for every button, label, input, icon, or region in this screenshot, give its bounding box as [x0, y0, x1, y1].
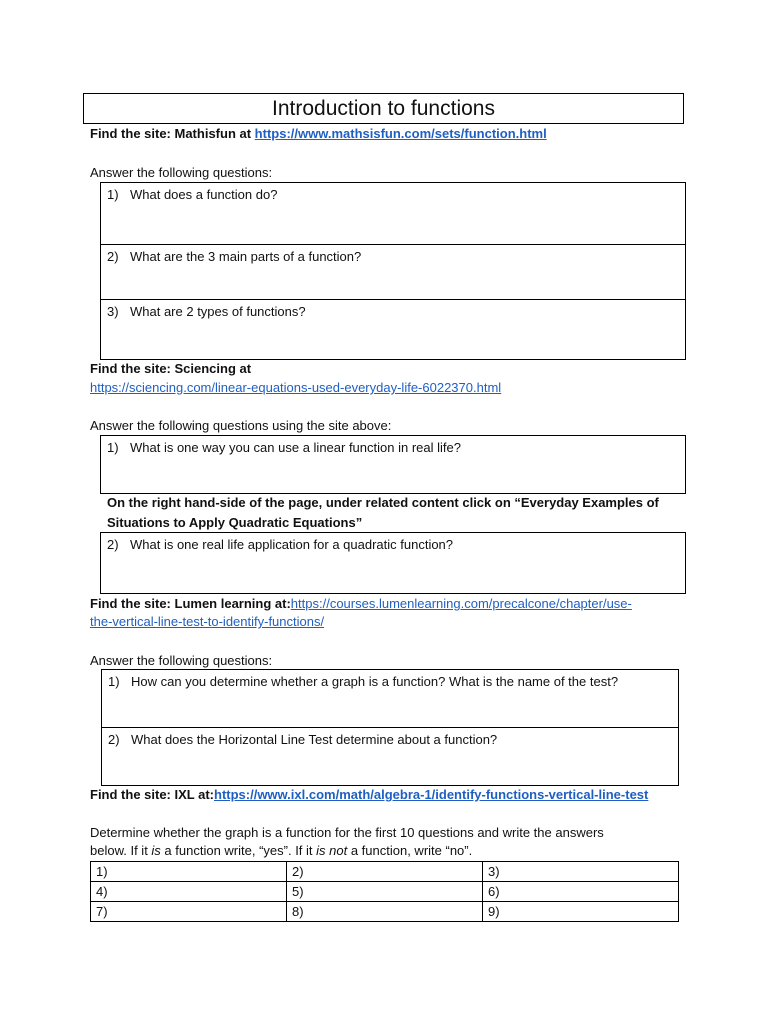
table-row — [91, 902, 679, 922]
find-site-label: Find the site: Lumen learning at: — [90, 596, 291, 611]
find-site-label: Find the site: IXL at: — [90, 787, 214, 802]
question-text: How can you determine whether a graph is a function? What is the name of the test? — [131, 674, 619, 689]
question-number: 1) — [107, 440, 119, 455]
page-title: Introduction to functions — [83, 93, 684, 124]
lumen-link[interactable]: https://courses.lumenlearning.com/precalcone/chapter/use- — [290, 596, 632, 611]
answer-cell[interactable]: 6) — [483, 882, 679, 902]
instruction-text: Answer the following questions: — [90, 165, 273, 180]
instruction-text: Answer the following questions using the site above: — [90, 418, 392, 433]
answer-cell[interactable]: 5) — [287, 882, 483, 902]
question-text: What is one real life application for a quadratic function? — [130, 537, 454, 552]
find-site-lumen — [90, 595, 632, 613]
instruction-text: Determine whether the graph is a function for the first 10 questions and write the answers — [90, 825, 604, 840]
answer-cell[interactable]: 7) — [91, 902, 287, 922]
question-number: 2) — [108, 732, 120, 747]
find-site-label: Find the site: Mathisfun at — [90, 126, 255, 141]
question-number: 1) — [108, 674, 120, 689]
question-number: 1) — [107, 187, 119, 202]
answer-box-quadratic[interactable] — [100, 532, 686, 594]
answer-box-q2[interactable] — [101, 244, 685, 299]
mathisfun-link[interactable]: https://www.mathsisfun.com/sets/function.html — [254, 126, 547, 141]
question-text: What does the Horizontal Line Test determine about a function? — [131, 732, 498, 747]
question-number: 2) — [107, 249, 119, 264]
instruction-part: a function write, “yes”. If it — [160, 843, 317, 858]
related-content-note: On the right hand-side of the page, under related content click on “Everyday Examples of — [107, 495, 659, 510]
question-text: What are the 3 main parts of a function? — [130, 249, 362, 264]
related-content-note-cont: Situations to Apply Quadratic Equations” — [107, 515, 363, 530]
answer-cell[interactable]: 3) — [483, 862, 679, 882]
find-site-ixl — [90, 786, 648, 804]
table-row — [91, 862, 679, 882]
question-box-group — [101, 669, 679, 786]
answer-grid — [90, 861, 679, 922]
answer-box-horizontal-test[interactable] — [102, 727, 678, 785]
emphasis-is-not: is not — [316, 843, 348, 858]
question-text: What does a function do? — [130, 187, 278, 202]
answer-cell[interactable]: 4) — [91, 882, 287, 902]
answer-cell[interactable]: 1) — [91, 862, 287, 882]
answer-cell[interactable]: 9) — [483, 902, 679, 922]
question-number: 2) — [107, 537, 119, 552]
answer-cell[interactable]: 8) — [287, 902, 483, 922]
instruction-part: below. If it — [90, 843, 152, 858]
ixl-link[interactable]: https://www.ixl.com/math/algebra-1/identify-functions-vertical-line-test — [214, 787, 649, 802]
instruction-text-cont — [90, 842, 472, 860]
instruction-part: a function, write “no”. — [347, 843, 473, 858]
find-site-mathisfun — [90, 125, 547, 143]
question-text: What are 2 types of functions? — [130, 304, 306, 319]
answer-box-graph-test[interactable] — [102, 670, 678, 727]
sciencing-link[interactable]: https://sciencing.com/linear-equations-used-everyday-life-6022370.html — [90, 380, 502, 395]
question-number: 3) — [107, 304, 119, 319]
answer-box-q1[interactable] — [101, 183, 685, 244]
find-site-sciencing: Find the site: Sciencing at — [90, 361, 252, 376]
emphasis-is: is — [151, 843, 161, 858]
question-box-group — [100, 182, 686, 360]
answer-cell[interactable]: 2) — [287, 862, 483, 882]
question-text: What is one way you can use a linear function in real life? — [130, 440, 461, 455]
instruction-text: Answer the following questions: — [90, 653, 273, 668]
answer-box-q3[interactable] — [101, 299, 685, 359]
answer-box-linear[interactable] — [100, 435, 686, 494]
lumen-link-cont[interactable]: the-vertical-line-test-to-identify-functions/ — [90, 614, 325, 629]
table-row — [91, 882, 679, 902]
